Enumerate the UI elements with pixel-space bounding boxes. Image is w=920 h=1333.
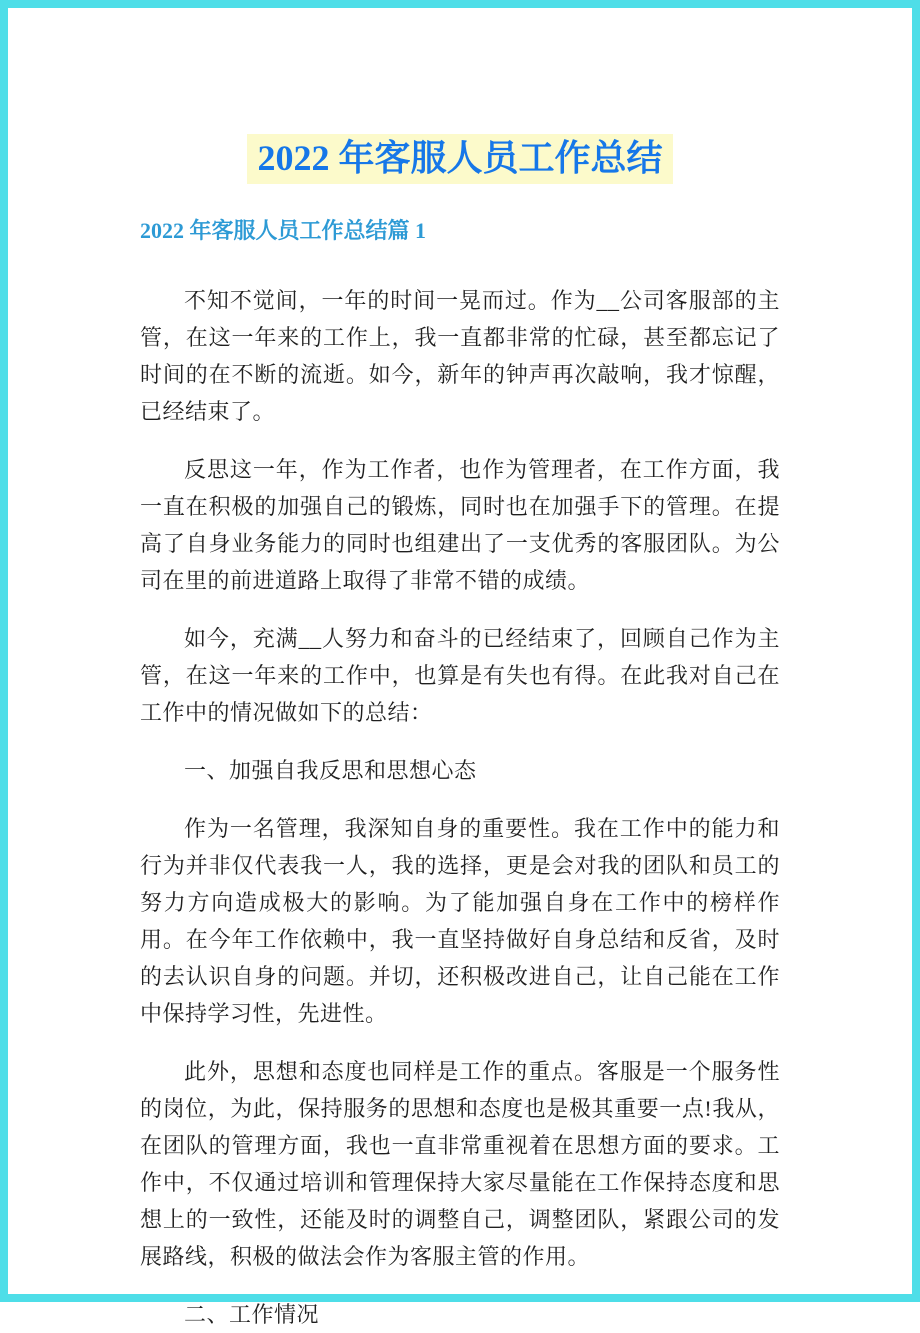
document-title — [140, 130, 780, 186]
paragraph: 不知不觉间，一年的时间一晃而过。作为__公司客服部的主管，在这一年来的工作上，我一直都非常的忙碌，甚至都忘记了时间的在不断的流逝。如今，新年的钟声再次敲响，我才惊醒，已经结束了。 — [140, 288, 780, 424]
paragraph: 作为一名管理，我深知自身的重要性。我在工作中的能力和行为并非仅代表我一人，我的选择，更是会对我的团队和员工的努力方向造成极大的影响。为了能加强自身在工作中的榜样作用。在今年工作依赖中，我一直坚持做好自身总结和反省，及时的去认识自身的问题。并切，还积极改进自己，让自己能在工作中保持学习性，先进性。 — [140, 816, 780, 1026]
paragraph: 如今，充满__人努力和奋斗的已经结束了，回顾自己作为主管，在这一年来的工作中，也算是有失也有得。在此我对自己在工作中的情况做如下的总结： — [140, 626, 780, 725]
paragraph: 此外，思想和态度也同样是工作的重点。客服是一个服务性的岗位，为此，保持服务的思想和态度也是极其重要一点!我从，在团队的管理方面，我也一直非常重视着在思想方面的要求。工作中，不仅通过培训和管理保持大家尽量能在工作保持态度和思想上的一致性，还能及时的调整自己，调整团队，紧跟公司的发展路线，积极的做法会作为客服主管的作用。 — [140, 1059, 780, 1269]
paragraphs-container — [140, 282, 780, 1333]
paragraph: 反思这一年，作为工作者，也作为管理者，在工作方面，我一直在积极的加强自己的锻炼，同时也在加强手下的管理。在提高了自身业务能力的同时也组建出了一支优秀的客服团队。为公司在里的前进道路上取得了非常不错的成绩。 — [140, 457, 780, 593]
section-heading: 二、工作情况 — [184, 1302, 320, 1327]
title-highlight: 2022 年客服人员工作总结 — [247, 134, 672, 184]
document-subtitle: 2022 年客服人员工作总结篇 1 — [140, 218, 427, 243]
document-body — [8, 8, 912, 1333]
section-heading: 一、加强自我反思和思想心态 — [184, 758, 477, 783]
